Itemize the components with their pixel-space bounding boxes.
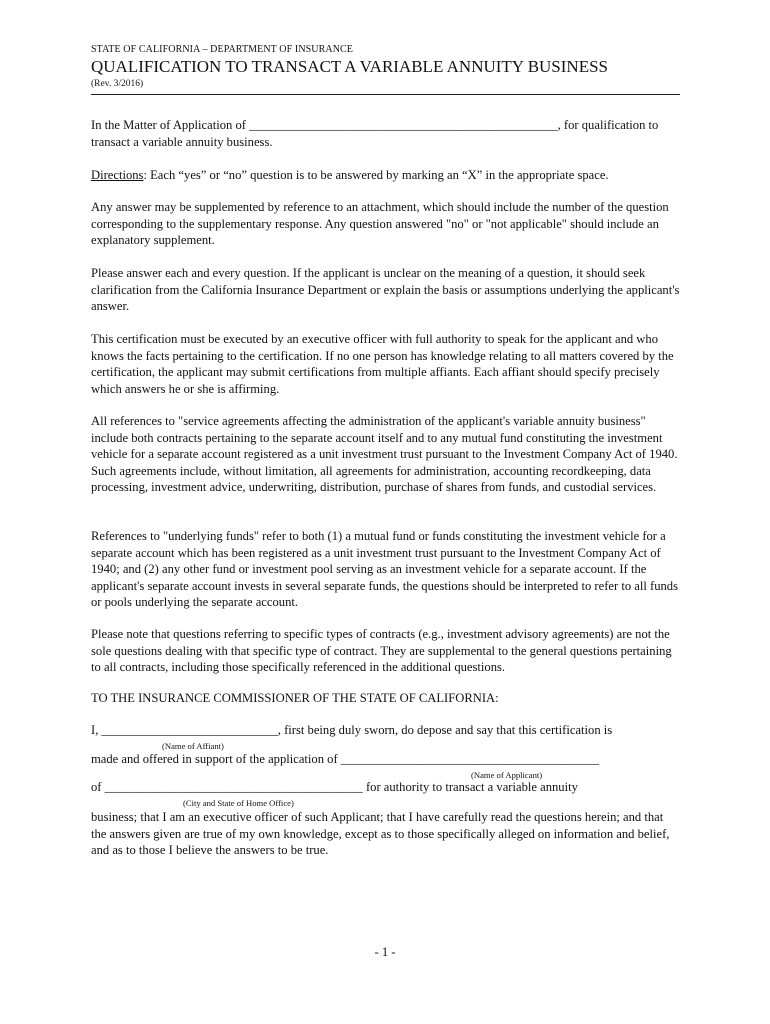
addressee-line: TO THE INSURANCE COMMISSIONER OF THE STATE OF CALIFORNIA:: [91, 691, 499, 705]
page-number: - 1 -: [374, 945, 396, 959]
paragraph-text: All references to "service agreements affecting the administration of the applicant's variable annuity business" include both contracts pertaining to the separate account itself and to any mutual fund constituting the investment vehicle for a separate account registered as a unit investment trust pursuant to the Investment Company Act of 1940. Such agreements include, without limitation, all agreements for administration, accounting recordkeeping, data processing, investment advice, underwriting, distribution, purchase of shares from funds, and custodial services.: [91, 414, 678, 494]
agency-name: STATE OF CALIFORNIA – DEPARTMENT OF INSURANCE: [91, 44, 354, 55]
paragraph-answer-each: [91, 265, 681, 315]
paragraph-text: This certification must be executed by an executive officer with full authority to speak for the applicant and who knows the facts pertaining to the certification. If no one person has knowledge relating to all matters covered by the certification, the applicant may submit certifications from multiple affiants. Each affiant should specify precisely which answers he or she is affirming.: [91, 332, 674, 396]
paragraph-underlying-funds: [91, 528, 681, 611]
applicant-line: made and offered in support of the application of _________________________________________: [91, 752, 599, 766]
directions-text: : Each “yes” or “no” question is to be answered by marking an “X” in the appropriate space.: [143, 168, 609, 182]
header-divider: [91, 94, 680, 95]
paragraph-text: References to "underlying funds" refer to both (1) a mutual fund or funds constituting the investment vehicle for a separate account which has been registered as a unit investment trust pursuant to the Investment Company Act of 1940; and (2) any other fund or investment pool serving as an investment vehicle for a separate account. If the applicant's separate account invests in several separate funds, the questions should be interpreted to refer to all funds or pools underlying the separate account.: [91, 529, 678, 609]
affiant-caption: (Name of Affiant): [162, 741, 224, 751]
form-title: QUALIFICATION TO TRANSACT A VARIABLE ANNUITY BUSINESS: [91, 57, 608, 76]
matter-text: In the Matter of Application of _________________________________________________, for qualification to transact a variable annuity business.: [91, 118, 659, 149]
paragraph-executive-officer: [91, 331, 681, 397]
home-office-line: of _________________________________________ for authority to transact a variable annuity: [91, 780, 578, 794]
paragraph-text: Please note that questions referring to specific types of contracts (e.g., investment advisory agreements) are not the sole questions dealing with that specific type of contract. They are supplemental to the general questions pertaining to all contracts, including those specifically referenced in the additional questions.: [91, 627, 672, 674]
paragraph-service-agreements: [91, 413, 681, 496]
closing-text: business; that I am an executive officer of such Applicant; that I have carefully read the questions herein; and that the answers given are true of my own knowledge, except as to those specifically alleged on information and belief, and as to those I believe the answers to be true.: [91, 810, 670, 857]
paragraph-text: Any answer may be supplemented by reference to an attachment, which should include the number of the question corresponding to the supplementary response. Any question answered "no" or "not applicable" should include an explanatory supplement.: [91, 200, 669, 247]
applicant-caption: (Name of Applicant): [471, 770, 543, 780]
home-office-caption: (City and State of Home Office): [183, 798, 294, 808]
paragraph-text: Please answer each and every question. If the applicant is unclear on the meaning of a question, it should seek clarification from the California Insurance Department or explain the basis or assumptions underlying the applicant's answer.: [91, 266, 680, 313]
revision-date: (Rev. 3/2016): [91, 79, 144, 89]
affiant-line: I, ____________________________, first being duly sworn, do depose and say that this certification is: [91, 723, 613, 737]
paragraph-specific-contracts: [91, 626, 681, 676]
matter-of-application: [91, 117, 681, 150]
directions-label: Directions: [91, 168, 144, 182]
directions: [91, 167, 681, 184]
paragraph-supplement: [91, 199, 681, 249]
closing-statement: [91, 809, 681, 859]
